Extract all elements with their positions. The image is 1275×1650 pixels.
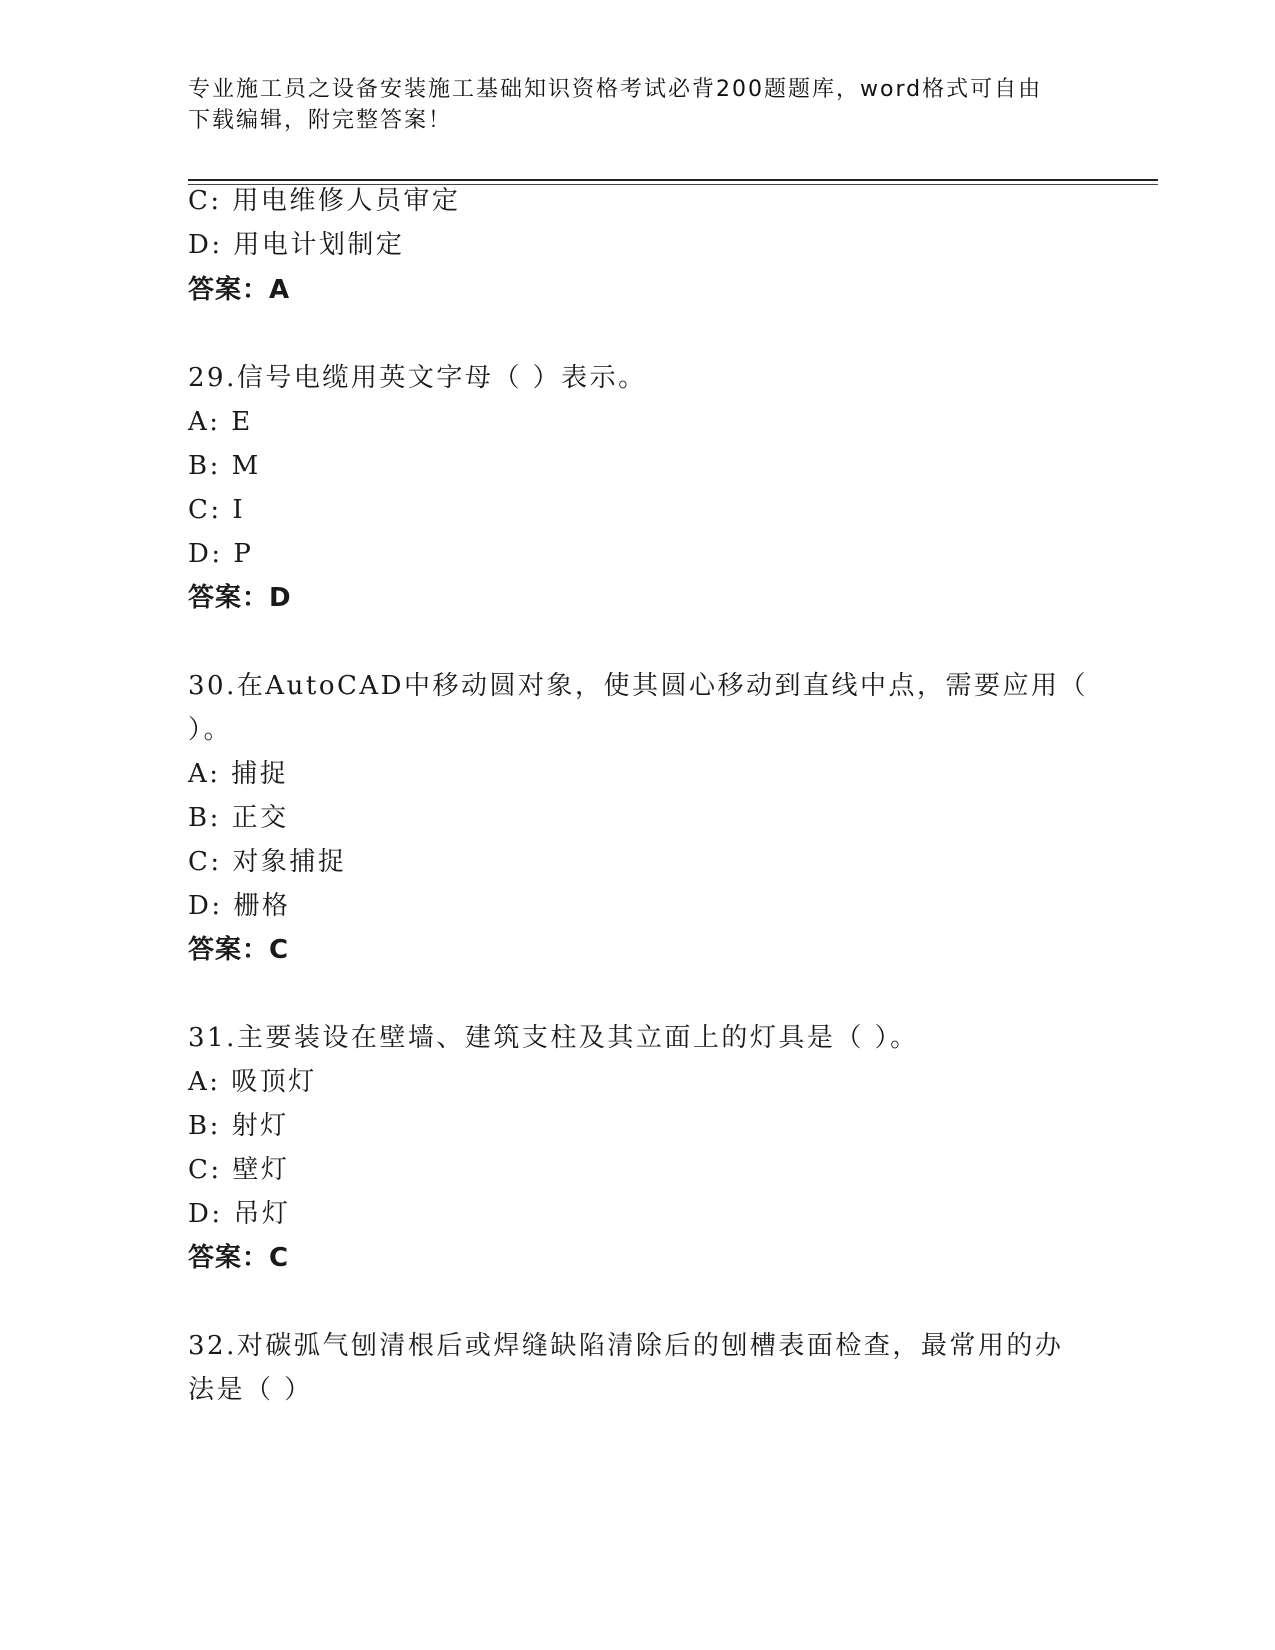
q31-option-d: D: 吊灯 xyxy=(188,1199,291,1229)
q29-stem: 29.信号电缆用英文字母（ ）表示。 xyxy=(188,363,647,393)
q28-option-d: D: 用电计划制定 xyxy=(188,230,405,260)
q29-option-d: D: P xyxy=(188,539,254,569)
q29-option-b: B: M xyxy=(188,451,261,481)
q30-option-b: B: 正交 xyxy=(188,803,289,833)
q29-option-c: C: I xyxy=(188,495,246,525)
q31-option-a: A: 吸顶灯 xyxy=(188,1067,317,1097)
header-line-1: 专业施工员之设备安装施工基础知识资格考试必背200题题库，word格式可自由 xyxy=(188,77,1043,102)
q30-stem-line-2: ）。 xyxy=(188,715,233,745)
q29-answer: 答案：D xyxy=(188,583,292,613)
header-divider-thick xyxy=(188,179,1158,181)
header-line-2: 下载编辑，附完整答案！ xyxy=(188,108,453,133)
q30-option-a: A: 捕捉 xyxy=(188,759,289,789)
q31-answer: 答案：C xyxy=(188,1243,290,1273)
q31-option-c: C: 壁灯 xyxy=(188,1155,290,1185)
header-divider-thin xyxy=(188,184,1158,185)
q32-stem-line-1: 32.对碳弧气刨清根后或焊缝缺陷清除后的刨槽表面检查，最常用的办 xyxy=(188,1331,1064,1361)
q31-stem: 31.主要装设在壁墙、建筑支柱及其立面上的灯具是（ ）。 xyxy=(188,1023,919,1053)
q30-option-d: D: 栅格 xyxy=(188,891,291,921)
q32-stem-line-2: 法是（ ） xyxy=(188,1375,313,1405)
q29-option-a: A: E xyxy=(188,407,253,437)
q28-answer: 答案：A xyxy=(188,275,291,305)
q30-answer: 答案：C xyxy=(188,935,290,965)
q30-stem-line-1: 30.在AutoCAD中移动圆对象，使其圆心移动到直线中点，需要应用（ xyxy=(188,671,1088,701)
document-header xyxy=(188,74,1088,136)
q31-option-b: B: 射灯 xyxy=(188,1111,289,1141)
q30-option-c: C: 对象捕捉 xyxy=(188,847,347,877)
q28-option-c: C: 用电维修人员审定 xyxy=(188,186,461,216)
